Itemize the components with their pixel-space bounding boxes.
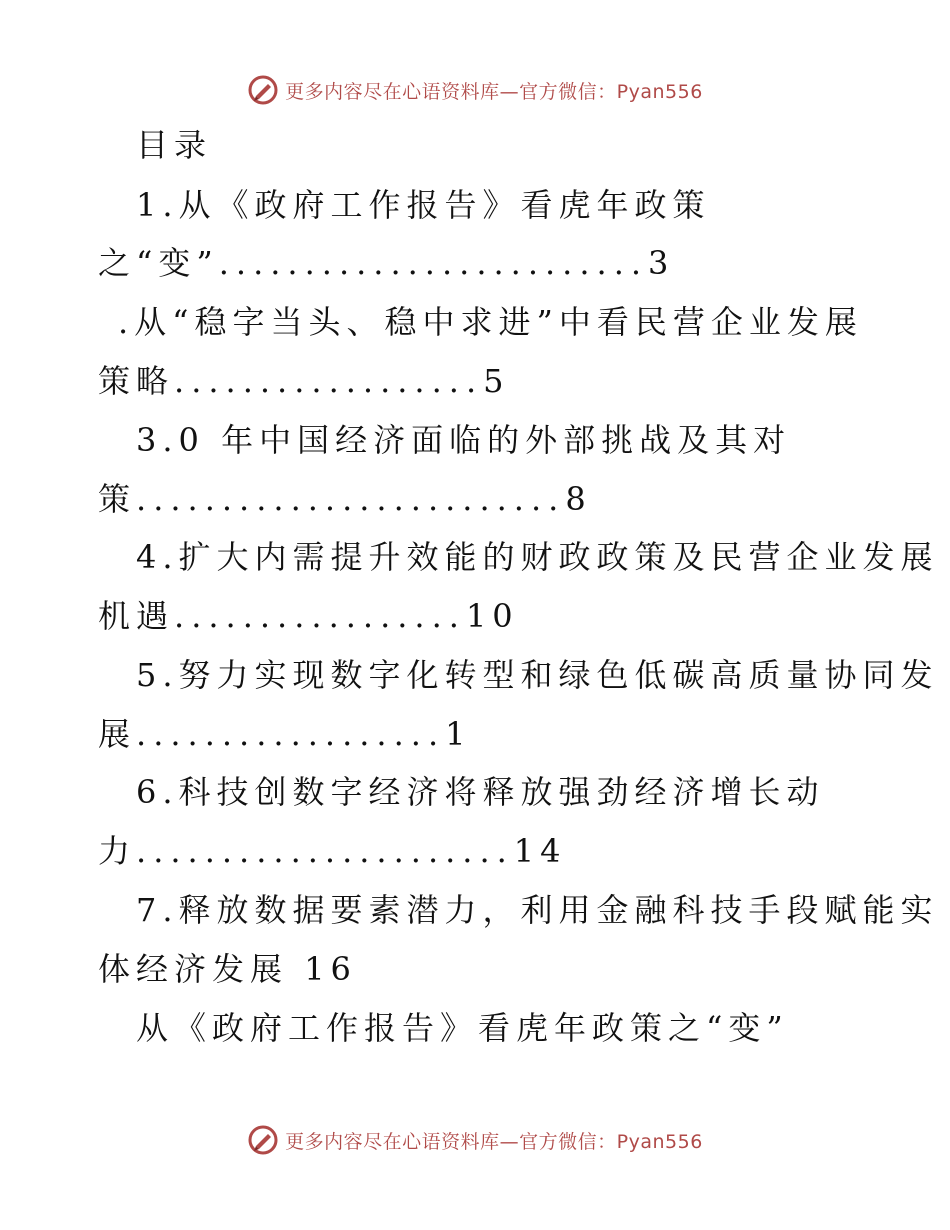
banner-text: 更多内容尽在心语资料库—官方微信：Pyan556 [285,1130,703,1153]
toc-entry-6-title: 6.科技创数字经济将释放强劲经济增长动 [136,773,825,811]
toc-entry-4-continuation: 机遇.................10 [98,597,519,635]
toc-entry-4-title: 4.扩大内需提升效能的财政政策及民营企业发展 [136,538,939,576]
toc-entry-6-page: 14 [513,832,567,870]
toc-entry-1-continuation: 之“变”.........................3 [98,244,675,282]
toc-entry-2-continuation: 策略..................5 [98,362,510,400]
toc-entry-7-page: 16 [304,950,357,988]
toc-entry-5-continuation: 展..................1 [98,715,472,753]
toc-entry-1-page: 3 [648,244,675,282]
footer-banner [0,1120,950,1160]
toc-entry-3-title: 3.0 年中国经济面临的外部挑战及其对 [136,421,792,459]
toc-entry-6-continuation: 力......................14 [98,832,567,870]
toc-entry-3-continuation: 策.........................8 [98,480,592,518]
pen-circle-logo-icon [247,1124,279,1156]
toc-entry-7-title: 7.释放数据要素潜力，利用金融科技手段赋能实 [136,891,939,929]
toc-heading: 目录 [136,126,213,164]
toc-entry-5-title: 5.努力实现数字化转型和绿色低碳高质量协同发 [136,656,939,694]
toc-entry-5-page: 1 [445,715,472,753]
toc-entry-1-title: 1.从《政府工作报告》看虎年政策 [136,186,711,224]
section-title: 从《政府工作报告》看虎年政策之“变” [136,1009,789,1047]
banner-text: 更多内容尽在心语资料库—官方微信：Pyan556 [285,80,703,103]
toc-entry-2-title: .从“稳字当头、稳中求进”中看民营企业发展 [118,303,863,341]
toc-entry-7-continuation: 体经济发展 16 [98,950,357,988]
toc-entry-4-page: 10 [465,597,519,635]
toc-entry-2-page: 5 [483,362,510,400]
toc-entry-3-page: 8 [565,480,592,518]
